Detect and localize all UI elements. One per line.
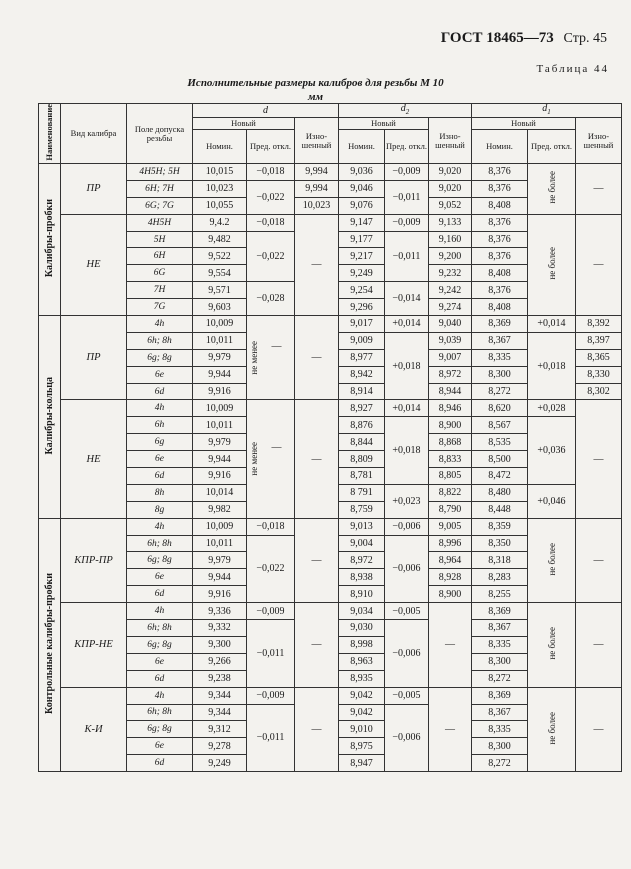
tolerance-cell: 6H; 7H (127, 180, 193, 197)
value-cell: 9,571 (193, 282, 247, 299)
value-cell: 9,147 (339, 214, 385, 231)
dash-cell: — (576, 400, 622, 518)
value-cell: 9,944 (193, 451, 247, 468)
group-label-plugs: Калибры-пробки (39, 164, 61, 316)
value-cell: 9,312 (193, 721, 247, 738)
value-cell: 8,302 (576, 383, 622, 400)
value-cell: −0,011 (247, 704, 295, 772)
tolerance-cell: 6G (127, 265, 193, 282)
tolerance-cell: 6d (127, 755, 193, 772)
value-cell: −0,006 (385, 620, 429, 688)
value-cell: 8,408 (472, 197, 528, 214)
value-cell: 9,344 (193, 687, 247, 704)
note-cell: не более (528, 687, 576, 771)
type-label: К-И (61, 687, 127, 771)
value-cell: 8,255 (472, 586, 528, 603)
table-row (39, 518, 622, 535)
d1-worn-header: Изно-шенный (576, 118, 622, 164)
d2-nom-header: Номин. (339, 130, 385, 164)
dash-cell: — (295, 214, 339, 315)
value-cell: 8,833 (429, 451, 472, 468)
value-cell: 8,975 (339, 738, 385, 755)
page-number: Стр. 45 (563, 31, 607, 46)
type-label: ПР (61, 316, 127, 400)
value-cell: 9,266 (193, 653, 247, 670)
value-cell: +0,014 (385, 400, 429, 417)
value-cell: 8,927 (339, 400, 385, 417)
value-cell: 9,296 (339, 299, 385, 316)
value-cell: 9,242 (429, 282, 472, 299)
dash-cell: — (576, 518, 622, 602)
group-label-rings: Калибры-кольца (39, 316, 61, 519)
value-cell: 9,249 (339, 265, 385, 282)
type-label: КПР-ПР (61, 518, 127, 602)
value-cell: 8,500 (472, 451, 528, 468)
value-cell: 8 791 (339, 484, 385, 501)
value-cell: 8,335 (472, 721, 528, 738)
value-cell: −0,011 (247, 620, 295, 688)
dash-cell: — (576, 164, 622, 215)
col-name-header: Наименование (39, 104, 61, 164)
value-cell: 8,272 (472, 755, 528, 772)
value-cell: 8,472 (472, 468, 528, 485)
value-cell: −0,011 (385, 180, 429, 214)
value-cell: 9,133 (429, 214, 472, 231)
value-cell: 9,046 (339, 180, 385, 197)
value-cell: −0,022 (247, 231, 295, 282)
table-row (39, 400, 622, 417)
value-cell: 8,367 (472, 332, 528, 349)
dash-cell: — (295, 400, 339, 518)
value-cell: −0,009 (247, 603, 295, 620)
col-type-header: Вид калибра (61, 104, 127, 164)
value-cell: 8,805 (429, 468, 472, 485)
tolerance-cell: 4h (127, 603, 193, 620)
value-cell: 8,300 (472, 653, 528, 670)
value-cell: 8,914 (339, 383, 385, 400)
tolerance-cell: 6g; 8g (127, 636, 193, 653)
value-cell: −0,005 (385, 603, 429, 620)
value-cell: 9,982 (193, 501, 247, 518)
tolerance-cell: 4H5H; 5H (127, 164, 193, 181)
value-cell: +0,028 (528, 400, 576, 417)
value-cell: 10,011 (193, 535, 247, 552)
col-tolerance-header: Поле допуска резьбы (127, 104, 193, 164)
tolerance-cell: 6G; 7G (127, 197, 193, 214)
value-cell: 8,318 (472, 552, 528, 569)
value-cell: 9,009 (339, 332, 385, 349)
value-cell: 8,822 (429, 484, 472, 501)
value-cell: 9,052 (429, 197, 472, 214)
value-cell: 8,928 (429, 569, 472, 586)
col-d2-header: $d_2$ (339, 104, 472, 118)
value-cell: 8,942 (339, 366, 385, 383)
value-cell: 10,055 (193, 197, 247, 214)
value-cell: 9,030 (339, 620, 385, 637)
value-cell: 8,809 (339, 451, 385, 468)
dimension-table (38, 103, 622, 772)
value-cell: 9,232 (429, 265, 472, 282)
d1-new-header: Новый (472, 118, 576, 130)
value-cell: 8,910 (339, 586, 385, 603)
value-cell: 10,011 (193, 417, 247, 434)
value-cell: 9,020 (429, 180, 472, 197)
type-label: НЕ (61, 400, 127, 518)
value-cell: 9,332 (193, 620, 247, 637)
type-label: ПР (61, 164, 127, 215)
tolerance-cell: 5H (127, 231, 193, 248)
value-cell: 9,336 (193, 603, 247, 620)
value-cell: +0,023 (385, 484, 429, 518)
value-cell: −0,014 (385, 282, 429, 316)
value-cell: 8,944 (429, 383, 472, 400)
d-worn-header: Изно-шенный (295, 118, 339, 164)
dash-cell: — (576, 687, 622, 771)
value-cell: 10,009 (193, 316, 247, 333)
d1-dev-header: Пред. откл. (528, 130, 576, 164)
value-cell: 9,160 (429, 231, 472, 248)
tolerance-cell: 6d (127, 383, 193, 400)
value-cell: 9,482 (193, 231, 247, 248)
tolerance-cell: 6d (127, 586, 193, 603)
d-nom-header: Номин. (193, 130, 247, 164)
dash-cell: — (576, 603, 622, 687)
value-cell: 9,278 (193, 738, 247, 755)
value-cell: −0,005 (385, 687, 429, 704)
value-cell: +0,046 (528, 484, 576, 518)
value-cell: 8,448 (472, 501, 528, 518)
value-cell: 9,010 (339, 721, 385, 738)
value-cell: 8,408 (472, 265, 528, 282)
value-cell: 9,042 (339, 687, 385, 704)
dash-cell: не менее — (247, 400, 295, 518)
table-row (39, 214, 622, 231)
value-cell: 9,020 (429, 164, 472, 181)
value-cell: −0,011 (385, 231, 429, 282)
d1-nom-header: Номин. (472, 130, 528, 164)
value-cell: 9,979 (193, 434, 247, 451)
value-cell: +0,014 (385, 316, 429, 333)
value-cell: 9,254 (339, 282, 385, 299)
dash-cell: не менее — (247, 316, 295, 400)
value-cell: 9,916 (193, 383, 247, 400)
value-cell: 9,217 (339, 248, 385, 265)
value-cell: 8,567 (472, 417, 528, 434)
value-cell: −0,009 (385, 164, 429, 181)
tolerance-cell: 6g; 8g (127, 349, 193, 366)
value-cell: +0,018 (385, 417, 429, 485)
tolerance-cell: 6g (127, 434, 193, 451)
tolerance-cell: 6e (127, 653, 193, 670)
value-cell: 9,944 (193, 366, 247, 383)
value-cell: 9,005 (429, 518, 472, 535)
value-cell: −0,009 (247, 687, 295, 704)
dash-cell: — (295, 316, 339, 400)
value-cell: 9,013 (339, 518, 385, 535)
table-title-text: Исполнительные размеры калибров для резьбы М 10 (187, 77, 444, 89)
tolerance-cell: 6e (127, 451, 193, 468)
value-cell: 9,017 (339, 316, 385, 333)
value-cell: 8,376 (472, 231, 528, 248)
col-d-header: d (193, 104, 339, 118)
value-cell: 8,376 (472, 214, 528, 231)
value-cell: 10,011 (193, 332, 247, 349)
value-cell: 8,868 (429, 434, 472, 451)
value-cell: +0,014 (528, 316, 576, 333)
value-cell: 8,998 (339, 636, 385, 653)
value-cell: 8,283 (472, 569, 528, 586)
d-dev-header: Пред. откл. (247, 130, 295, 164)
value-cell: 9,274 (429, 299, 472, 316)
value-cell: 10,014 (193, 484, 247, 501)
value-cell: 8,369 (472, 316, 528, 333)
tolerance-cell: 6h; 8h (127, 535, 193, 552)
value-cell: 8,996 (429, 535, 472, 552)
value-cell: 9,522 (193, 248, 247, 265)
tolerance-cell: 4H5H (127, 214, 193, 231)
value-cell: 8,376 (472, 248, 528, 265)
value-cell: +0,018 (528, 332, 576, 400)
value-cell: 8,335 (472, 636, 528, 653)
value-cell: 8,376 (472, 282, 528, 299)
value-cell: 8,367 (472, 620, 528, 637)
value-cell: 10,009 (193, 400, 247, 417)
value-cell: 9,554 (193, 265, 247, 282)
dash-cell: — (295, 603, 339, 687)
tolerance-cell: 4h (127, 400, 193, 417)
type-label: КПР-НЕ (61, 603, 127, 687)
value-cell: −0,022 (247, 180, 295, 214)
note-cell: не более (528, 164, 576, 215)
value-cell: 9,040 (429, 316, 472, 333)
value-cell: 8,376 (472, 164, 528, 181)
dash-cell: — (295, 687, 339, 771)
value-cell: 9,300 (193, 636, 247, 653)
value-cell: −0,006 (385, 535, 429, 603)
tolerance-cell: 6e (127, 366, 193, 383)
tolerance-cell: 6e (127, 569, 193, 586)
value-cell: 9,979 (193, 349, 247, 366)
note-cell: не более (528, 518, 576, 602)
value-cell: 8,620 (472, 400, 528, 417)
value-cell: 8,350 (472, 535, 528, 552)
tolerance-cell: 8h (127, 484, 193, 501)
value-cell: 9,979 (193, 552, 247, 569)
tolerance-cell: 6d (127, 468, 193, 485)
value-cell: 8,947 (339, 755, 385, 772)
standard-number: ГОСТ 18465—73 (440, 30, 554, 46)
table-row (39, 164, 622, 181)
dash-cell: — (429, 603, 472, 687)
value-cell: 8,480 (472, 484, 528, 501)
value-cell: 9,039 (429, 332, 472, 349)
value-cell: 9,177 (339, 231, 385, 248)
value-cell: 8,272 (472, 670, 528, 687)
value-cell: −0,009 (385, 214, 429, 231)
value-cell: 8,392 (576, 316, 622, 333)
tolerance-cell: 7G (127, 299, 193, 316)
group-label-control: Контрольные калибры-пробки (39, 518, 61, 771)
value-cell: 9,994 (295, 180, 339, 197)
value-cell: 8,376 (472, 180, 528, 197)
value-cell: 8,397 (576, 332, 622, 349)
value-cell: 9,076 (339, 197, 385, 214)
value-cell: +0,036 (528, 417, 576, 485)
value-cell: 8,759 (339, 501, 385, 518)
value-cell: −0,006 (385, 704, 429, 772)
value-cell: −0,006 (385, 518, 429, 535)
value-cell: 9,036 (339, 164, 385, 181)
dash-cell: — (429, 687, 472, 771)
type-label: НЕ (61, 214, 127, 315)
value-cell: 8,272 (472, 383, 528, 400)
value-cell: 8,369 (472, 687, 528, 704)
value-cell: +0,018 (385, 332, 429, 400)
d-new-header: Новый (193, 118, 295, 130)
value-cell: 8,367 (472, 704, 528, 721)
value-cell: 8,876 (339, 417, 385, 434)
tolerance-cell: 6h (127, 417, 193, 434)
value-cell: −0,018 (247, 518, 295, 535)
table-row (39, 603, 622, 620)
value-cell: −0,028 (247, 282, 295, 316)
value-cell: 8,935 (339, 670, 385, 687)
tolerance-cell: 6H (127, 248, 193, 265)
col-d1-header: $d_1$ (472, 104, 622, 118)
tolerance-cell: 6h; 8h (127, 704, 193, 721)
tolerance-cell: 6d (127, 670, 193, 687)
table-row (39, 316, 622, 333)
tolerance-cell: 6h; 8h (127, 620, 193, 637)
value-cell: 8,359 (472, 518, 528, 535)
tolerance-cell: 4h (127, 518, 193, 535)
value-cell: 8,938 (339, 569, 385, 586)
value-cell: 9,007 (429, 349, 472, 366)
d2-dev-header: Пред. откл. (385, 130, 429, 164)
d2-worn-header: Изно-шенный (429, 118, 472, 164)
value-cell: −0,018 (247, 214, 295, 231)
value-cell: 9,238 (193, 670, 247, 687)
value-cell: 9,344 (193, 704, 247, 721)
tolerance-cell: 6g; 8g (127, 721, 193, 738)
dash-cell: — (295, 518, 339, 602)
value-cell: 8,946 (429, 400, 472, 417)
value-cell: 8,972 (339, 552, 385, 569)
value-cell: 8,900 (429, 417, 472, 434)
value-cell: 9,200 (429, 248, 472, 265)
value-cell: 8,300 (472, 738, 528, 755)
tolerance-cell: 6g; 8g (127, 552, 193, 569)
value-cell: 10,023 (295, 197, 339, 214)
value-cell: 9,4.2 (193, 214, 247, 231)
value-cell: 8,781 (339, 468, 385, 485)
dimension-table-wrapper (38, 103, 622, 772)
d2-new-header: Новый (339, 118, 429, 130)
value-cell: 8,408 (472, 299, 528, 316)
table-title (0, 76, 631, 104)
value-cell: 8,844 (339, 434, 385, 451)
value-cell: 8,535 (472, 434, 528, 451)
tolerance-cell: 8g (127, 501, 193, 518)
value-cell: 8,964 (429, 552, 472, 569)
value-cell: 8,300 (472, 366, 528, 383)
tolerance-cell: 6h; 8h (127, 332, 193, 349)
value-cell: 8,972 (429, 366, 472, 383)
table-number: Таблица 44 (536, 63, 609, 75)
value-cell: 8,335 (472, 349, 528, 366)
table-unit: мм (307, 91, 324, 103)
document-header (441, 30, 607, 47)
value-cell: 9,249 (193, 755, 247, 772)
value-cell: 9,004 (339, 535, 385, 552)
value-cell: 8,790 (429, 501, 472, 518)
tolerance-cell: 7H (127, 282, 193, 299)
value-cell: 9,916 (193, 468, 247, 485)
note-cell: не более (528, 603, 576, 687)
value-cell: 10,015 (193, 164, 247, 181)
tolerance-cell: 6e (127, 738, 193, 755)
value-cell: 8,330 (576, 366, 622, 383)
value-cell: 8,977 (339, 349, 385, 366)
tolerance-cell: 4h (127, 316, 193, 333)
value-cell: −0,022 (247, 535, 295, 603)
value-cell: −0,018 (247, 164, 295, 181)
value-cell: 8,369 (472, 603, 528, 620)
note-cell: не более (528, 214, 576, 315)
value-cell: 8,963 (339, 653, 385, 670)
dash-cell: — (576, 214, 622, 315)
value-cell: 10,023 (193, 180, 247, 197)
value-cell: 10,009 (193, 518, 247, 535)
value-cell: 8,900 (429, 586, 472, 603)
table-row (39, 687, 622, 704)
value-cell: 9,916 (193, 586, 247, 603)
value-cell: 9,603 (193, 299, 247, 316)
value-cell: 9,994 (295, 164, 339, 181)
value-cell: 9,034 (339, 603, 385, 620)
value-cell: 9,944 (193, 569, 247, 586)
value-cell: 8,365 (576, 349, 622, 366)
tolerance-cell: 4h (127, 687, 193, 704)
value-cell: 9,042 (339, 704, 385, 721)
